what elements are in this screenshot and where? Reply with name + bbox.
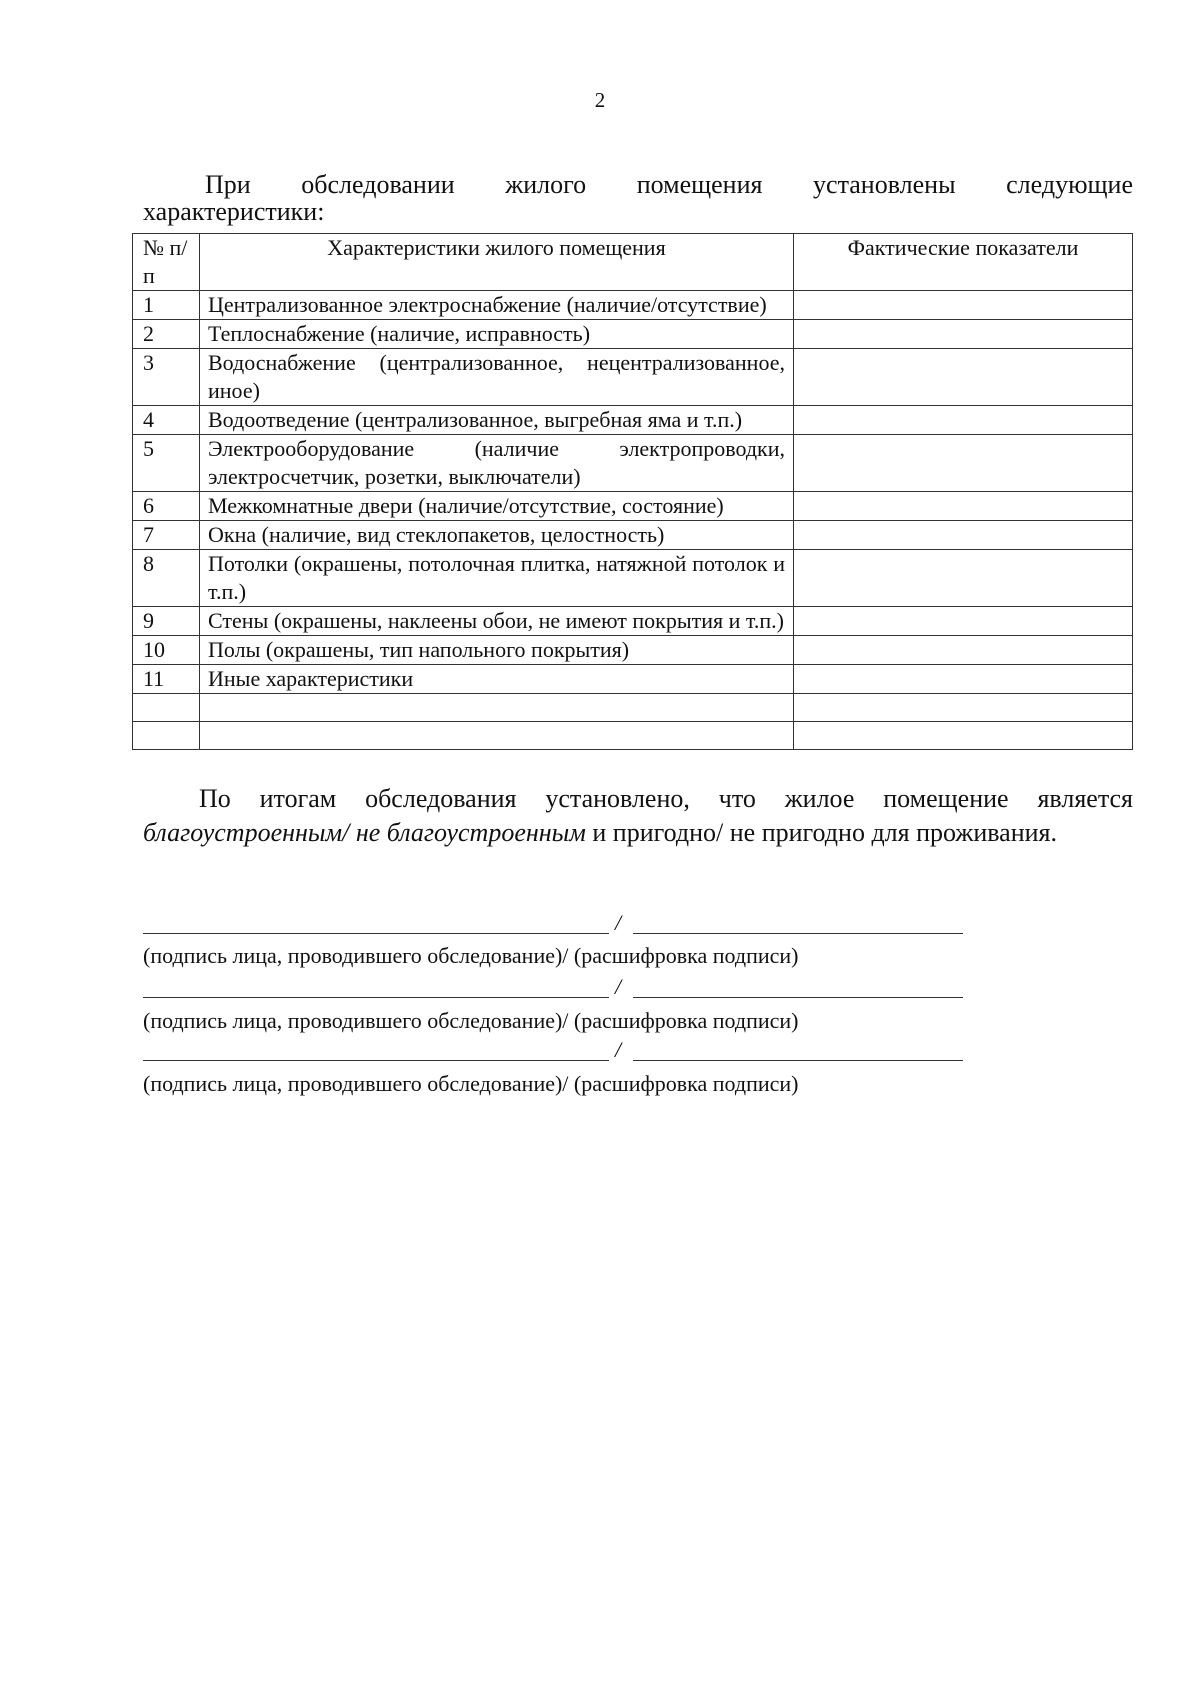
intro-line-2: характеристики: — [143, 197, 325, 226]
row-characteristic: Централизованное электроснабжение (наличие/отсутствие) — [200, 291, 794, 320]
row-number: 3 — [133, 349, 200, 406]
empty-cell[interactable] — [133, 694, 200, 722]
empty-cell[interactable] — [794, 694, 1133, 722]
characteristics-table — [132, 233, 1133, 750]
signature-line-2[interactable] — [143, 976, 963, 1002]
empty-cell[interactable] — [200, 722, 794, 750]
signature-caption-1: (подпись лица, проводившего обследование)/ (расшифровка подписи) — [143, 943, 799, 968]
table-row-empty — [133, 694, 1133, 722]
table-row — [133, 521, 1133, 550]
intro-word: следующие — [1006, 170, 1133, 199]
conclusion-italic-text: благоустроенным/ не благоустроенным — [143, 818, 586, 847]
decryption-underline — [633, 933, 963, 934]
page-number: 2 — [594, 88, 606, 112]
signature-slash: / — [615, 1037, 622, 1062]
signature-caption-3: (подпись лица, проводившего обследование)/ (расшифровка подписи) — [143, 1071, 799, 1096]
table-header-row — [133, 234, 1133, 291]
intro-word: установлены — [813, 170, 956, 199]
row-value[interactable] — [794, 521, 1133, 550]
row-value[interactable] — [794, 492, 1133, 521]
row-value[interactable] — [794, 349, 1133, 406]
row-number: 2 — [133, 320, 200, 349]
row-number: 11 — [133, 665, 200, 694]
decryption-underline — [633, 1060, 963, 1061]
row-value[interactable] — [794, 435, 1133, 492]
intro-word: обследовании — [301, 170, 455, 199]
row-value[interactable] — [794, 665, 1133, 694]
signature-underline — [143, 997, 609, 998]
row-value[interactable] — [794, 607, 1133, 636]
table-row — [133, 435, 1133, 492]
empty-cell[interactable] — [794, 722, 1133, 750]
row-characteristic: Электрооборудование (наличие электропроводки, электросчетчик, розетки, выключатели) — [200, 435, 794, 492]
intro-line-1 — [143, 170, 1133, 200]
row-number: 4 — [133, 406, 200, 435]
table-row — [133, 492, 1133, 521]
intro-word: жилого — [505, 170, 587, 199]
table-row-empty — [133, 722, 1133, 750]
row-characteristic: Полы (окрашены, тип напольного покрытия) — [200, 636, 794, 665]
signature-underline — [143, 933, 609, 934]
header-number: № п/п — [133, 234, 200, 291]
row-number: 7 — [133, 521, 200, 550]
row-characteristic: Межкомнатные двери (наличие/отсутствие, состояние) — [200, 492, 794, 521]
table-row — [133, 320, 1133, 349]
row-number: 10 — [133, 636, 200, 665]
signature-caption-2: (подпись лица, проводившего обследование)/ (расшифровка подписи) — [143, 1008, 799, 1033]
table-row — [133, 406, 1133, 435]
conclusion-text-end: и пригодно/ не пригодно для проживания. — [592, 818, 1058, 847]
header-characteristics: Характеристики жилого помещения — [200, 234, 794, 291]
row-characteristic: Водоотведение (централизованное, выгребная яма и т.п.) — [200, 406, 794, 435]
table-row — [133, 291, 1133, 320]
decryption-underline — [633, 997, 963, 998]
intro-paragraph — [143, 170, 1133, 227]
conclusion-text: По итогам обследования установлено, что жилое помещение является — [199, 784, 1133, 813]
row-characteristic: Теплоснабжение (наличие, исправность) — [200, 320, 794, 349]
table-row — [133, 349, 1133, 406]
signature-slash: / — [615, 974, 622, 999]
table-row — [133, 636, 1133, 665]
table-row — [133, 607, 1133, 636]
table-row — [133, 665, 1133, 694]
row-value[interactable] — [794, 320, 1133, 349]
row-number: 1 — [133, 291, 200, 320]
row-characteristic: Потолки (окрашены, потолочная плитка, натяжной потолок и т.п.) — [200, 550, 794, 607]
signature-slash: / — [615, 910, 622, 935]
conclusion-paragraph — [143, 782, 1133, 850]
row-value[interactable] — [794, 550, 1133, 607]
signature-line-1[interactable] — [143, 912, 963, 938]
row-number: 6 — [133, 492, 200, 521]
intro-word: помещения — [636, 170, 763, 199]
row-characteristic: Стены (окрашены, наклеены обои, не имеют покрытия и т.п.) — [200, 607, 794, 636]
row-value[interactable] — [794, 291, 1133, 320]
row-number: 9 — [133, 607, 200, 636]
table-row — [133, 550, 1133, 607]
empty-cell[interactable] — [133, 722, 200, 750]
row-number: 5 — [133, 435, 200, 492]
row-characteristic: Водоснабжение (централизованное, нецентрализованное, иное) — [200, 349, 794, 406]
row-characteristic: Окна (наличие, вид стеклопакетов, целостность) — [200, 521, 794, 550]
signature-line-3[interactable] — [143, 1039, 963, 1065]
empty-cell[interactable] — [200, 694, 794, 722]
row-characteristic: Иные характеристики — [200, 665, 794, 694]
row-number: 8 — [133, 550, 200, 607]
signature-underline — [143, 1060, 609, 1061]
row-value[interactable] — [794, 636, 1133, 665]
intro-word: При — [205, 170, 251, 199]
header-actual-values: Фактические показатели — [794, 234, 1133, 291]
row-value[interactable] — [794, 406, 1133, 435]
